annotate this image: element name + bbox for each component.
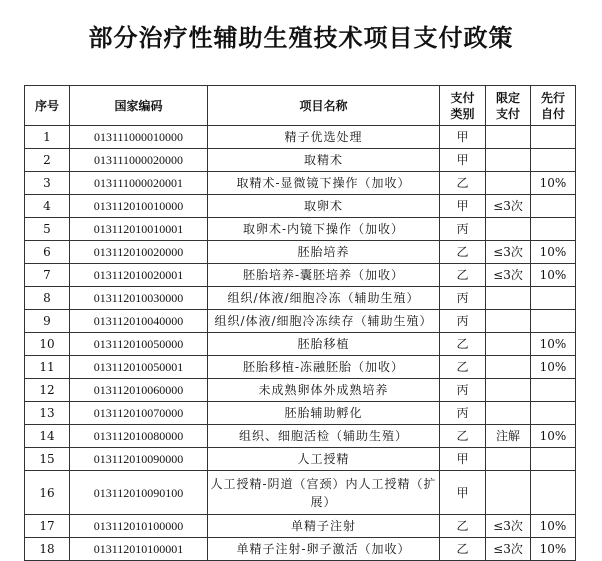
cell-seq: 1: [25, 126, 70, 149]
cell-seq: 12: [25, 379, 70, 402]
cell-code: 013112010040000: [70, 310, 208, 333]
cell-seq: 2: [25, 149, 70, 172]
cell-payment-type: 丙: [440, 379, 486, 402]
cell-code: 013111000020001: [70, 172, 208, 195]
table-body: [25, 126, 576, 561]
cell-seq: 13: [25, 402, 70, 425]
cell-self-pay: 10%: [531, 264, 576, 287]
cell-limit: [486, 402, 531, 425]
header-payment-type-line1: 支付: [450, 90, 475, 105]
header-name: 项目名称: [208, 86, 440, 126]
cell-limit: [486, 172, 531, 195]
cell-limit: [486, 126, 531, 149]
cell-self-pay: 10%: [531, 172, 576, 195]
cell-code: 013112010060000: [70, 379, 208, 402]
cell-name: 取卵术-内镜下操作（加收）: [208, 218, 440, 241]
cell-code: 013112010100000: [70, 515, 208, 538]
cell-limit: [486, 149, 531, 172]
cell-name: 取卵术: [208, 195, 440, 218]
cell-limit: [486, 310, 531, 333]
cell-name: 人工授精: [208, 448, 440, 471]
table-header: [25, 86, 576, 126]
cell-name: 精子优选处理: [208, 126, 440, 149]
table-row: [25, 310, 576, 333]
cell-self-pay: [531, 471, 576, 515]
cell-self-pay: 10%: [531, 538, 576, 561]
table-row: [25, 402, 576, 425]
cell-payment-type: 丙: [440, 287, 486, 310]
cell-payment-type: 乙: [440, 172, 486, 195]
cell-seq: 9: [25, 310, 70, 333]
cell-name: 胚胎培养: [208, 241, 440, 264]
table-row: [25, 149, 576, 172]
cell-seq: 14: [25, 425, 70, 448]
cell-limit: ≤3次: [486, 538, 531, 561]
cell-seq: 11: [25, 356, 70, 379]
cell-name: 取精术-显微镜下操作（加收）: [208, 172, 440, 195]
cell-code: 013112010090000: [70, 448, 208, 471]
cell-self-pay: [531, 310, 576, 333]
cell-seq: 7: [25, 264, 70, 287]
cell-payment-type: 丙: [440, 402, 486, 425]
header-self-pay-line2: 自付: [540, 106, 565, 121]
cell-name: 胚胎移植: [208, 333, 440, 356]
cell-limit: [486, 471, 531, 515]
cell-code: 013112010030000: [70, 287, 208, 310]
cell-name: 单精子注射-卵子激活（加收）: [208, 538, 440, 561]
cell-seq: 17: [25, 515, 70, 538]
cell-name: 组织/体液/细胞冷冻续存（辅助生殖）: [208, 310, 440, 333]
cell-payment-type: 乙: [440, 241, 486, 264]
cell-payment-type: 乙: [440, 356, 486, 379]
cell-seq: 6: [25, 241, 70, 264]
cell-payment-type: 甲: [440, 448, 486, 471]
cell-name: 组织、细胞活检（辅助生殖）: [208, 425, 440, 448]
cell-self-pay: [531, 402, 576, 425]
cell-self-pay: 10%: [531, 333, 576, 356]
cell-payment-type: 丙: [440, 310, 486, 333]
cell-name: 胚胎辅助孵化: [208, 402, 440, 425]
header-row: [25, 86, 576, 126]
cell-code: 013112010020001: [70, 264, 208, 287]
cell-limit: ≤3次: [486, 264, 531, 287]
cell-code: 013112010050000: [70, 333, 208, 356]
table-row: [25, 379, 576, 402]
cell-self-pay: [531, 149, 576, 172]
cell-name: 人工授精-阴道（宫颈）内人工授精（扩展）: [208, 471, 440, 515]
header-self-pay: [531, 86, 576, 126]
cell-limit: [486, 333, 531, 356]
header-limited-payment-line1: 限定: [495, 90, 520, 105]
table-row: [25, 333, 576, 356]
table-row: [25, 126, 576, 149]
cell-seq: 4: [25, 195, 70, 218]
cell-seq: 18: [25, 538, 70, 561]
cell-code: 013112010090100: [70, 471, 208, 515]
cell-name: 组织/体液/细胞冷冻（辅助生殖）: [208, 287, 440, 310]
cell-name: 取精术: [208, 149, 440, 172]
cell-payment-type: 甲: [440, 195, 486, 218]
cell-name: 胚胎移植-冻融胚胎（加收）: [208, 356, 440, 379]
table-row: [25, 264, 576, 287]
cell-limit: [486, 379, 531, 402]
header-seq: 序号: [25, 86, 70, 126]
header-limited-payment: [486, 86, 531, 126]
page-title: 部分治疗性辅助生殖技术项目支付政策: [88, 24, 514, 52]
cell-seq: 16: [25, 471, 70, 515]
cell-payment-type: 丙: [440, 218, 486, 241]
header-code: 国家编码: [70, 86, 208, 126]
cell-seq: 15: [25, 448, 70, 471]
cell-self-pay: [531, 218, 576, 241]
table-row: [25, 471, 576, 515]
cell-name: 未成熟卵体外成熟培养: [208, 379, 440, 402]
cell-payment-type: 乙: [440, 538, 486, 561]
table-row: [25, 425, 576, 448]
cell-payment-type: 乙: [440, 333, 486, 356]
cell-code: 013112010010000: [70, 195, 208, 218]
table-row: [25, 356, 576, 379]
cell-limit: ≤3次: [486, 241, 531, 264]
cell-code: 013112010010001: [70, 218, 208, 241]
cell-limit: [486, 448, 531, 471]
cell-code: 013112010100001: [70, 538, 208, 561]
cell-payment-type: 乙: [440, 515, 486, 538]
cell-self-pay: 10%: [531, 241, 576, 264]
cell-seq: 5: [25, 218, 70, 241]
cell-limit: ≤3次: [486, 515, 531, 538]
table-row: [25, 515, 576, 538]
cell-self-pay: 10%: [531, 425, 576, 448]
cell-code: 013112010070000: [70, 402, 208, 425]
cell-self-pay: 10%: [531, 515, 576, 538]
cell-self-pay: [531, 195, 576, 218]
cell-self-pay: [531, 379, 576, 402]
cell-self-pay: 10%: [531, 356, 576, 379]
cell-seq: 10: [25, 333, 70, 356]
cell-self-pay: [531, 126, 576, 149]
cell-payment-type: 乙: [440, 264, 486, 287]
cell-name: 单精子注射: [208, 515, 440, 538]
cell-payment-type: 甲: [440, 471, 486, 515]
cell-payment-type: 甲: [440, 149, 486, 172]
cell-payment-type: 乙: [440, 425, 486, 448]
cell-code: 013112010020000: [70, 241, 208, 264]
cell-code: 013111000010000: [70, 126, 208, 149]
table-row: [25, 195, 576, 218]
policy-table: [24, 85, 576, 561]
table-row: [25, 448, 576, 471]
cell-code: 013112010080000: [70, 425, 208, 448]
cell-limit: [486, 287, 531, 310]
cell-limit: 注解: [486, 425, 531, 448]
table-row: [25, 241, 576, 264]
cell-limit: [486, 218, 531, 241]
table-row: [25, 287, 576, 310]
cell-limit: ≤3次: [486, 195, 531, 218]
header-payment-type-line2: 类别: [450, 106, 475, 121]
header-self-pay-line1: 先行: [540, 90, 565, 105]
cell-self-pay: [531, 448, 576, 471]
cell-limit: [486, 356, 531, 379]
cell-code: 013112010050001: [70, 356, 208, 379]
cell-seq: 8: [25, 287, 70, 310]
table-row: [25, 538, 576, 561]
table-row: [25, 172, 576, 195]
table-row: [25, 218, 576, 241]
cell-seq: 3: [25, 172, 70, 195]
cell-self-pay: [531, 287, 576, 310]
header-limited-payment-line2: 支付: [495, 106, 520, 121]
cell-payment-type: 甲: [440, 126, 486, 149]
cell-code: 013111000020000: [70, 149, 208, 172]
header-payment-type: [440, 86, 486, 126]
cell-name: 胚胎培养-囊胚培养（加收）: [208, 264, 440, 287]
